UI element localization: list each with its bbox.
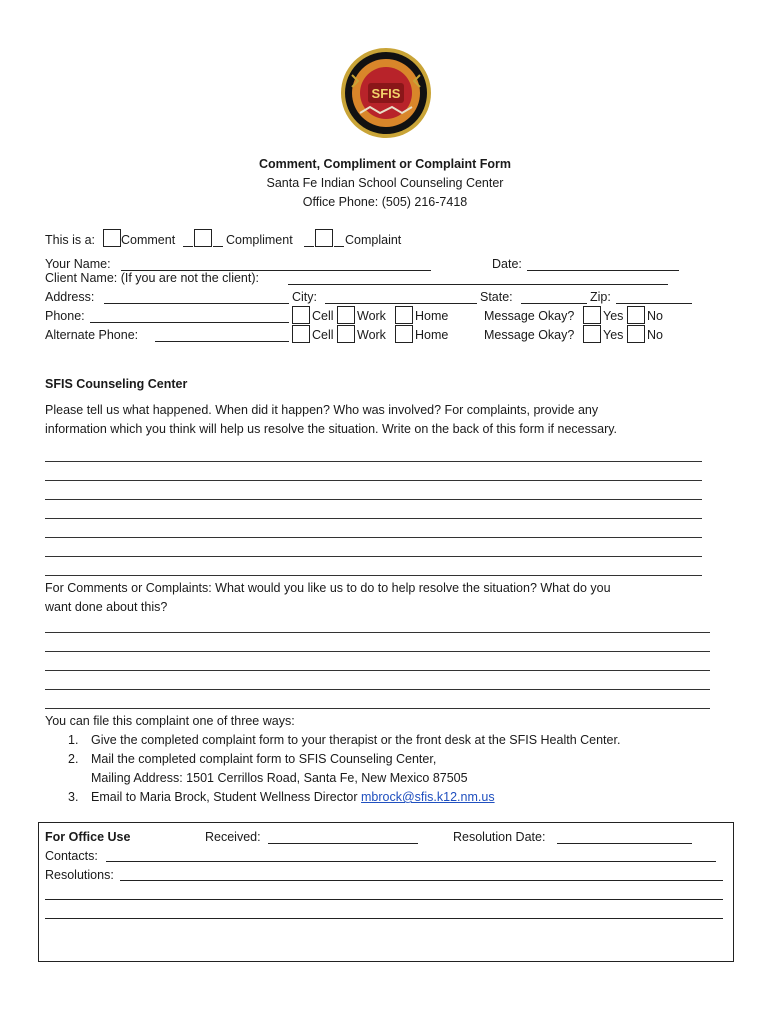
this-is-a-label: This is a: bbox=[45, 233, 96, 247]
date-label: Date: bbox=[492, 257, 522, 271]
resolutions-label: Resolutions: bbox=[45, 868, 114, 882]
complaint-label: Complaint bbox=[345, 233, 402, 247]
city-label: City: bbox=[292, 290, 317, 304]
state-label: State: bbox=[480, 290, 513, 304]
phone-cell-checkbox[interactable] bbox=[292, 306, 310, 324]
comment-checkbox[interactable] bbox=[103, 229, 121, 247]
resolve-line-1: For Comments or Complaints: What would you like us to do to help resolve the situation? What do you bbox=[45, 581, 611, 595]
phone-yes-checkbox[interactable] bbox=[583, 306, 601, 324]
resolve-answer-line-5[interactable] bbox=[45, 708, 710, 709]
filing-item-3-text: Email to Maria Brock, Student Wellness Director bbox=[91, 790, 358, 804]
alt-work-label: Work bbox=[357, 328, 386, 342]
resolutions-field[interactable] bbox=[120, 880, 723, 881]
zip-label: Zip: bbox=[590, 290, 611, 304]
alt-home-checkbox[interactable] bbox=[395, 325, 413, 343]
filing-item-2: Mail the completed complaint form to SFIS Counseling Center, bbox=[91, 752, 437, 766]
complaint-checkbox[interactable] bbox=[315, 229, 333, 247]
alt-yes-checkbox[interactable] bbox=[583, 325, 601, 343]
zip-field[interactable] bbox=[616, 303, 692, 304]
resolutions-line-3[interactable] bbox=[45, 918, 723, 919]
filing-num-1: 1. bbox=[68, 733, 79, 747]
address-field[interactable] bbox=[104, 303, 289, 304]
your-name-label: Your Name: bbox=[45, 257, 111, 271]
answer-line-1[interactable] bbox=[45, 461, 702, 462]
contacts-label: Contacts: bbox=[45, 849, 98, 863]
resolution-date-field[interactable] bbox=[557, 843, 692, 844]
answer-line-4[interactable] bbox=[45, 518, 702, 519]
answer-line-5[interactable] bbox=[45, 537, 702, 538]
phone-cell-label: Cell bbox=[312, 309, 334, 323]
filing-num-2: 2. bbox=[68, 752, 79, 766]
address-label: Address: bbox=[45, 290, 95, 304]
resolve-answer-line-3[interactable] bbox=[45, 670, 710, 671]
comment-label: Comment bbox=[121, 233, 176, 247]
alt-yes-label: Yes bbox=[603, 328, 624, 342]
client-name-label: Client Name: (If you are not the client): bbox=[45, 271, 259, 285]
seal-graphic bbox=[340, 47, 432, 139]
alt-no-label: No bbox=[647, 328, 663, 342]
phone-work-checkbox[interactable] bbox=[337, 306, 355, 324]
client-name-field[interactable] bbox=[288, 284, 668, 285]
alt-cell-checkbox[interactable] bbox=[292, 325, 310, 343]
form-title: Comment, Compliment or Complaint Form bbox=[258, 157, 512, 171]
prompt-line-2: information which you think will help us resolve the situation. Write on the back of this form if necessary. bbox=[45, 422, 618, 436]
received-field[interactable] bbox=[268, 843, 418, 844]
resolve-answer-line-4[interactable] bbox=[45, 689, 710, 690]
phone-field[interactable] bbox=[90, 322, 289, 323]
alt-message-okay-label: Message Okay? bbox=[484, 328, 575, 342]
alt-phone-label: Alternate Phone: bbox=[45, 328, 139, 342]
contacts-field[interactable] bbox=[106, 861, 716, 862]
office-phone: Office Phone: (505) 216-7418 bbox=[302, 195, 468, 209]
alt-no-checkbox[interactable] bbox=[627, 325, 645, 343]
filing-intro: You can file this complaint one of three ways: bbox=[45, 714, 295, 728]
compliment-label: Compliment bbox=[226, 233, 293, 247]
phone-label: Phone: bbox=[45, 309, 85, 323]
prompt-line-1: Please tell us what happened. When did it happen? Who was involved? For complaints, provide any bbox=[45, 403, 599, 417]
phone-home-label: Home bbox=[415, 309, 449, 323]
compliment-checkbox[interactable] bbox=[194, 229, 212, 247]
date-field[interactable] bbox=[527, 270, 679, 271]
phone-work-label: Work bbox=[357, 309, 386, 323]
section-heading: SFIS Counseling Center bbox=[45, 377, 188, 391]
office-use-title: For Office Use bbox=[45, 830, 131, 844]
resolution-date-label: Resolution Date: bbox=[453, 830, 546, 844]
resolve-line-2: want done about this? bbox=[45, 600, 168, 614]
answer-line-6[interactable] bbox=[45, 556, 702, 557]
answer-line-3[interactable] bbox=[45, 499, 702, 500]
email-link[interactable]: mbrock@sfis.k12.nm.us bbox=[361, 790, 495, 804]
form-subtitle: Santa Fe Indian School Counseling Center bbox=[266, 176, 504, 190]
alt-cell-label: Cell bbox=[312, 328, 334, 342]
resolve-answer-line-2[interactable] bbox=[45, 651, 710, 652]
filing-num-3: 3. bbox=[68, 790, 79, 804]
phone-no-checkbox[interactable] bbox=[627, 306, 645, 324]
logo-text: SFIS bbox=[371, 86, 401, 101]
city-field[interactable] bbox=[325, 303, 477, 304]
phone-home-checkbox[interactable] bbox=[395, 306, 413, 324]
phone-message-okay-label: Message Okay? bbox=[484, 309, 575, 323]
alt-phone-field[interactable] bbox=[155, 341, 289, 342]
phone-no-label: No bbox=[647, 309, 663, 323]
filing-item-1: Give the completed complaint form to your therapist or the front desk at the SFIS Health Center. bbox=[91, 733, 621, 747]
state-field[interactable] bbox=[521, 303, 587, 304]
mailing-address: Mailing Address: 1501 Cerrillos Road, Santa Fe, New Mexico 87505 bbox=[91, 771, 468, 785]
filing-item-3 bbox=[91, 789, 495, 805]
received-label: Received: bbox=[205, 830, 261, 844]
alt-work-checkbox[interactable] bbox=[337, 325, 355, 343]
phone-yes-label: Yes bbox=[603, 309, 624, 323]
sfis-logo bbox=[340, 47, 432, 139]
answer-line-2[interactable] bbox=[45, 480, 702, 481]
alt-home-label: Home bbox=[415, 328, 449, 342]
resolve-answer-line-1[interactable] bbox=[45, 632, 710, 633]
resolutions-line-2[interactable] bbox=[45, 899, 723, 900]
answer-line-7[interactable] bbox=[45, 575, 702, 576]
